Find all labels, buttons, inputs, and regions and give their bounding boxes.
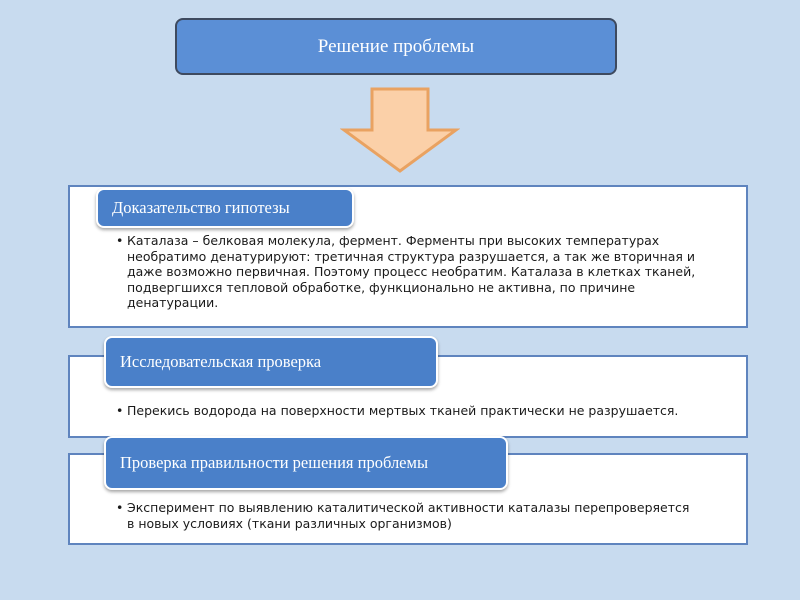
section-text-research: • Перекись водорода на поверхности мертвых тканей практически не разрушается. <box>116 403 696 419</box>
section-title-verification: Проверка правильности решения проблемы <box>104 436 508 490</box>
section-text-verification: • Эксперимент по выявлению каталитической активности каталазы перепроверяется в новых условиях (ткани различных организмов) <box>116 500 696 531</box>
section-title-research: Исследовательская проверка <box>104 336 438 388</box>
down-arrow-icon <box>340 86 460 174</box>
title-text: Решение проблемы <box>317 35 475 57</box>
title-box <box>175 18 617 75</box>
section-title-hypothesis: Доказательство гипотезы <box>96 188 354 228</box>
section-text-hypothesis: • Каталаза – белковая молекула, фермент. Ферменты при высоких температурах необратимо денатурируют: третичная структура разрушается, а так же вторичная и даже возможно первичная. Поэтому процесс необратим. Каталаза в клетках тканей, подвергшихся тепловой обработке, функционально не активна, по причине денатурации. <box>116 233 696 311</box>
